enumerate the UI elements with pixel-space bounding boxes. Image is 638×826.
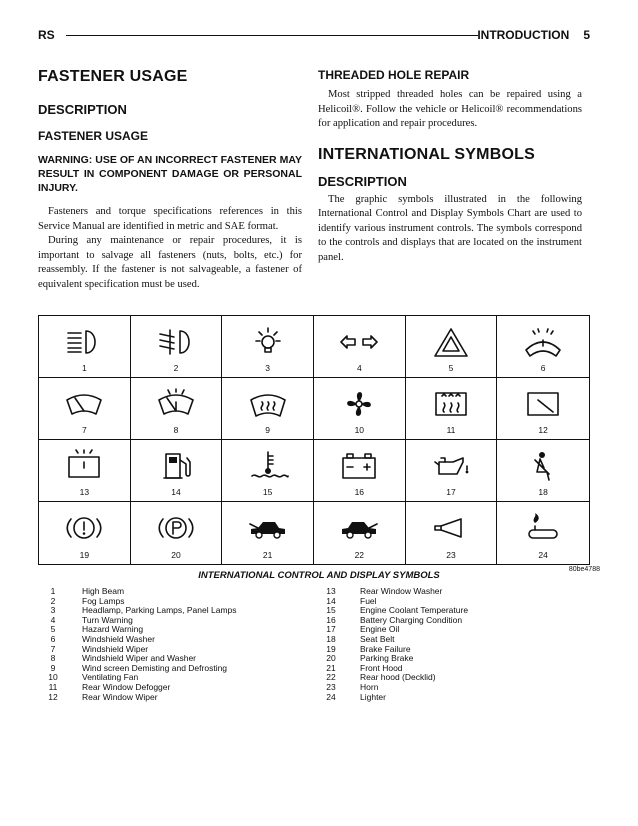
symbol-number: 17 xyxy=(446,487,456,497)
parking-lamp-icon xyxy=(246,324,290,360)
symbols-description-heading: DESCRIPTION xyxy=(318,173,407,189)
legend-number: 15 xyxy=(326,605,336,616)
legend-label: Brake Failure xyxy=(360,643,411,654)
symbol-number: 21 xyxy=(262,550,273,560)
lighter-icon xyxy=(521,510,565,546)
legend-number: 17 xyxy=(326,624,336,635)
header-title: INTRODUCTION xyxy=(477,28,570,42)
figure-caption: INTERNATIONAL CONTROL AND DISPLAY SYMBOLS xyxy=(198,570,440,581)
legend-number: 23 xyxy=(326,681,336,692)
left-column xyxy=(38,68,302,292)
rear-washer-icon xyxy=(62,448,106,484)
legend-label: Rear Window Washer xyxy=(360,586,443,596)
symbol-number: 4 xyxy=(356,363,362,373)
symbol-number: 10 xyxy=(354,425,365,435)
legend-label: Rear hood (Decklid) xyxy=(360,672,436,683)
high-beam-icon xyxy=(62,324,106,360)
symbol-number: 1 xyxy=(81,363,87,373)
legend-number: 24 xyxy=(326,691,336,702)
legend-item xyxy=(318,693,468,703)
rear-defogger-icon xyxy=(429,386,473,422)
international-symbols-heading: INTERNATIONAL SYMBOLS xyxy=(318,145,535,163)
symbol-cell xyxy=(131,378,223,440)
symbol-cell xyxy=(497,502,589,564)
fastener-paragraph-1: Fasteners and torque specifications references in this Service Manual are identified in metric and SAE format. xyxy=(38,206,302,232)
symbols-paragraph: The graphic symbols illustrated in the following International Control and Display Symbols Chart are used to identify various instrument controls. The symbols correspond to the controls and displays that are located on the instrument panel. xyxy=(318,193,582,263)
legend-item xyxy=(318,587,468,597)
page-number: 5 xyxy=(583,28,590,42)
symbol-number: 3 xyxy=(265,363,271,373)
fuel-icon xyxy=(154,448,198,484)
fastener-usage-heading: FASTENER USAGE xyxy=(38,68,188,85)
symbol-number: 6 xyxy=(540,363,546,373)
fastener-usage-subheading: FASTENER USAGE xyxy=(38,129,149,143)
legend-label: Horn xyxy=(360,681,379,692)
legend-number: 8 xyxy=(50,653,56,664)
symbol-cell xyxy=(222,502,314,564)
legend-label: Ventilating Fan xyxy=(82,672,139,683)
header-rule xyxy=(66,35,478,36)
legend-number: 22 xyxy=(326,672,336,683)
defrost-icon xyxy=(246,386,290,422)
symbol-cell xyxy=(222,316,314,378)
legend-item xyxy=(40,606,237,616)
page-header xyxy=(38,28,590,44)
right-column xyxy=(318,68,582,265)
symbol-number: 23 xyxy=(446,550,456,560)
legend-label: Engine Coolant Temperature xyxy=(360,605,469,616)
legend-label: Headlamp, Parking Lamps, Panel Lamps xyxy=(82,605,237,616)
symbol-cell xyxy=(314,440,406,502)
legend-number: 18 xyxy=(326,633,336,644)
symbol-number: 12 xyxy=(538,425,548,435)
legend-item xyxy=(318,673,468,683)
symbol-number: 14 xyxy=(171,487,181,497)
legend-label: Windshield Washer xyxy=(82,633,155,644)
legend-label: Rear Window Defogger xyxy=(82,681,171,692)
legend-number: 19 xyxy=(326,643,336,654)
warning-text: WARNING: USE OF AN INCORRECT FASTENER MAY RESULT IN COMPONENT DAMAGE OR PERSONAL INJURY. xyxy=(38,154,302,194)
symbol-cell xyxy=(39,502,131,564)
legend-label: Parking Brake xyxy=(360,653,414,664)
parking-brake-icon xyxy=(154,510,198,546)
symbol-number: 2 xyxy=(173,363,179,373)
legend-number: 4 xyxy=(50,614,56,625)
legend-label: Battery Charging Condition xyxy=(360,614,463,625)
legend-number: 7 xyxy=(50,643,56,654)
legend-number: 2 xyxy=(50,595,56,606)
legend-number: 5 xyxy=(50,624,56,635)
legend-item xyxy=(40,664,237,674)
wiper-icon xyxy=(62,386,106,422)
legend-number: 14 xyxy=(326,595,336,606)
section-code: RS xyxy=(38,28,55,42)
symbol-number: 9 xyxy=(265,425,271,435)
washer-icon xyxy=(521,324,565,360)
legend-number: 21 xyxy=(326,662,336,673)
symbol-cell xyxy=(131,502,223,564)
symbol-cell xyxy=(222,378,314,440)
symbol-cell xyxy=(314,502,406,564)
symbol-cell xyxy=(406,440,498,502)
symbol-cell xyxy=(314,378,406,440)
symbol-cell xyxy=(497,440,589,502)
fog-lamp-icon xyxy=(154,324,198,360)
oil-can-icon xyxy=(429,448,473,484)
threaded-hole-heading: THREADED HOLE REPAIR xyxy=(318,68,470,82)
legend-item xyxy=(318,683,468,693)
symbol-cell xyxy=(39,316,131,378)
legend-label: High Beam xyxy=(82,586,125,596)
legend-number: 11 xyxy=(48,681,58,692)
legend-number: 12 xyxy=(48,691,58,702)
figure-id: 80be4788 xyxy=(568,566,600,573)
legend-label: Front Hood xyxy=(360,662,403,673)
legend-label: Fog Lamps xyxy=(82,595,125,606)
legend-label: Fuel xyxy=(360,595,377,606)
symbol-cell xyxy=(314,316,406,378)
legend-number: 13 xyxy=(326,586,336,596)
symbol-cell xyxy=(406,502,498,564)
brake-failure-icon xyxy=(62,510,106,546)
legend-label: Engine Oil xyxy=(360,624,400,635)
legend-label: Windshield Wiper xyxy=(82,643,149,654)
legend-number: 20 xyxy=(326,653,336,664)
legend-label: Hazard Warning xyxy=(82,624,144,635)
legend-item xyxy=(40,587,237,597)
symbol-cell xyxy=(222,440,314,502)
symbol-cell xyxy=(497,378,589,440)
symbol-number: 22 xyxy=(354,550,365,560)
legend-right xyxy=(318,587,468,702)
description-heading: DESCRIPTION xyxy=(38,102,127,117)
symbol-cell xyxy=(131,316,223,378)
symbol-cell xyxy=(39,378,131,440)
coolant-temp-icon xyxy=(246,448,290,484)
symbol-number: 19 xyxy=(79,550,90,560)
symbol-number: 5 xyxy=(448,363,454,373)
symbols-chart xyxy=(38,315,590,565)
legend-label: Lighter xyxy=(360,691,386,702)
symbol-number: 24 xyxy=(538,550,548,560)
symbol-number: 13 xyxy=(79,487,90,497)
legend-label: Seat Belt xyxy=(360,633,395,644)
symbol-cell xyxy=(131,440,223,502)
legend-number: 1 xyxy=(50,586,56,596)
symbol-number: 18 xyxy=(538,487,548,497)
battery-icon xyxy=(337,448,381,484)
legend-number: 3 xyxy=(50,605,56,616)
symbol-number: 11 xyxy=(446,425,456,435)
symbol-number: 20 xyxy=(171,550,181,560)
legend-label: Turn Warning xyxy=(82,614,133,625)
fastener-paragraph-2: During any maintenance or repair procedures, it is important to salvage all fasteners (nuts, bolts, etc.) for reassembly. If the fastener is not salvageable, a fastener of equivalent specification must be used. xyxy=(38,235,302,290)
threaded-hole-paragraph: Most stripped threaded holes can be repaired using a Helicoil®. Follow the vehicle or Helicoil® recommendations for application and repair procedures. xyxy=(318,89,582,129)
wiper-washer-icon xyxy=(154,386,198,422)
front-hood-icon xyxy=(246,510,290,546)
symbol-cell xyxy=(497,316,589,378)
symbol-cell xyxy=(406,316,498,378)
rear-wiper-icon xyxy=(521,386,565,422)
legend-number: 16 xyxy=(326,614,336,625)
legend-label: Windshield Wiper and Washer xyxy=(82,653,197,664)
symbols-grid xyxy=(39,316,589,564)
legend-number: 10 xyxy=(48,672,58,683)
legend-left xyxy=(40,587,237,702)
symbol-number: 16 xyxy=(354,487,365,497)
fan-icon xyxy=(337,386,381,422)
legend-number: 6 xyxy=(50,633,56,644)
symbol-number: 15 xyxy=(262,487,273,497)
legend-item xyxy=(40,693,237,703)
rear-hood-icon xyxy=(337,510,381,546)
seat-belt-icon xyxy=(521,448,565,484)
symbol-cell xyxy=(406,378,498,440)
legend-label: Wind screen Demisting and Defrosting xyxy=(82,662,228,673)
hazard-icon xyxy=(429,324,473,360)
legend-number: 9 xyxy=(50,662,56,673)
symbol-cell xyxy=(39,440,131,502)
symbol-number: 8 xyxy=(173,425,179,435)
turn-signal-icon xyxy=(337,324,381,360)
legend-label: Rear Window Wiper xyxy=(82,691,158,702)
horn-icon xyxy=(429,510,473,546)
symbol-number: 7 xyxy=(81,425,87,435)
header-right xyxy=(477,28,590,42)
